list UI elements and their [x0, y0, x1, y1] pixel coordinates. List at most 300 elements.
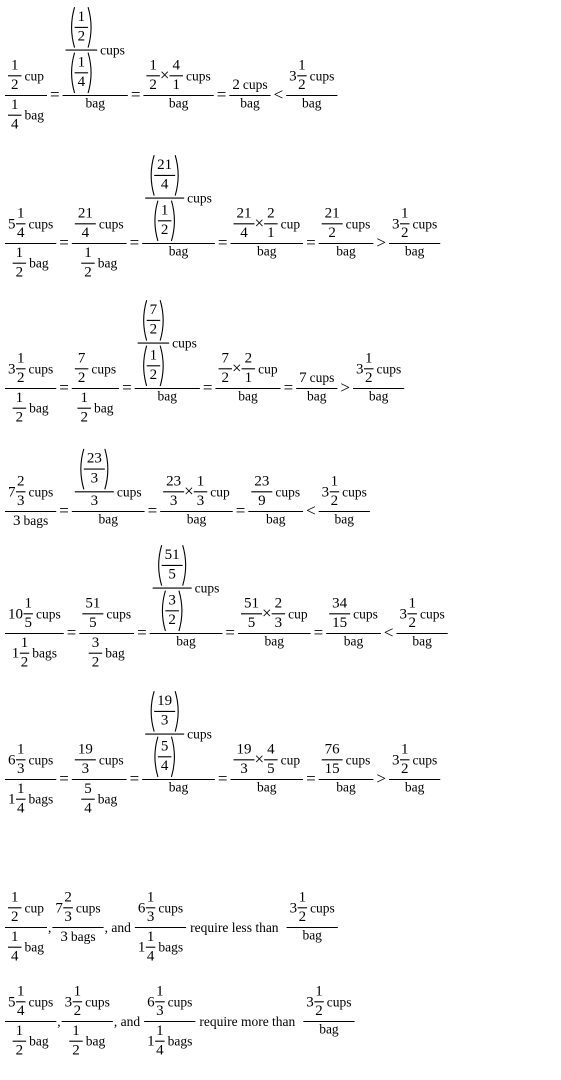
unit-cups: cups [275, 484, 301, 500]
number: 1 [298, 57, 306, 74]
number: 7 [149, 302, 158, 318]
number: 21 [324, 205, 340, 222]
paren-right [88, 53, 91, 93]
paren-right [171, 737, 174, 777]
operator-eq: = [313, 623, 324, 642]
number: 1 [408, 595, 416, 612]
unit-cups: cups [98, 216, 124, 232]
unit-cup: cup [280, 752, 301, 768]
number: 4 [84, 800, 92, 817]
unit-cups: cups [91, 361, 117, 377]
number: 3 [17, 761, 25, 778]
number: 3 [392, 216, 400, 233]
paren-left [151, 155, 154, 195]
number: 2 [244, 350, 253, 367]
number: 7 [77, 350, 86, 367]
number: 1 [149, 57, 157, 74]
number: 4 [17, 1003, 25, 1020]
number: 3 [289, 68, 297, 85]
number: 2 [160, 222, 169, 239]
operator-eq: = [216, 85, 227, 104]
unit-cup: cup [288, 606, 308, 622]
paren-left [162, 591, 165, 631]
number: 1 [15, 389, 24, 406]
number: 3 [17, 493, 25, 510]
unit-cups: cups [345, 752, 371, 768]
operator-gt: > [340, 378, 351, 397]
number: 2 [298, 77, 306, 94]
paren-right [175, 155, 178, 195]
number: 5 [160, 738, 169, 755]
number: 19 [157, 693, 173, 709]
unit-bags: bags [28, 791, 54, 807]
number: 1 [146, 889, 155, 906]
number: 1 [365, 350, 373, 367]
unit-cups: cups [342, 484, 367, 500]
unit-bag: bag [85, 1033, 106, 1049]
unit-bag: bag [168, 95, 189, 111]
unit-bag: bag [97, 255, 118, 271]
unit-cups: cups [376, 361, 402, 377]
operator-eq: = [137, 623, 147, 642]
paren-right [171, 201, 174, 241]
number: 76 [324, 741, 340, 758]
number: 2 [149, 367, 158, 384]
paren-left [144, 300, 147, 340]
require-less-than-text: require less than [190, 920, 279, 935]
unit-bags: bags [32, 645, 57, 661]
operator-eq: = [129, 769, 140, 788]
unit-cups: cups [100, 42, 125, 58]
equation-row-5 [0, 540, 561, 675]
number: 1 [146, 928, 155, 945]
number: 3 [274, 615, 283, 632]
operator-eq: = [147, 501, 158, 520]
number: 1 [172, 77, 180, 94]
unit-bag: bag [336, 243, 356, 259]
number: 23 [254, 473, 270, 490]
operator-times: × [184, 481, 194, 501]
number: 5 [24, 615, 32, 632]
number: 1 [11, 645, 20, 662]
equation-row-6 [0, 686, 561, 821]
number: 1 [156, 983, 164, 1000]
number: 3 [90, 470, 99, 487]
unit-cups: cups [242, 77, 268, 93]
number: 2 [274, 595, 283, 612]
number: 2 [315, 1003, 323, 1020]
number: 3 [81, 761, 90, 778]
unit-cups: cups [167, 994, 193, 1010]
number: 51 [85, 595, 101, 612]
operator-times: × [159, 65, 170, 85]
number: 2 [221, 370, 229, 387]
number: 1 [11, 57, 19, 74]
unit-cups: cups [28, 216, 54, 232]
paren-right [175, 691, 178, 731]
number: 9 [258, 493, 266, 510]
equation-row-1 [0, 0, 561, 130]
operator-eq: = [59, 501, 69, 520]
number: 2 [232, 77, 240, 94]
unit-cups: cups [28, 994, 54, 1010]
summary-less-than [0, 882, 561, 972]
unit-cups: cups [116, 484, 142, 500]
require-more-than-text: require more than [199, 1014, 296, 1029]
paren-left [151, 691, 154, 731]
unit-cups: cups [420, 606, 445, 622]
number: 1 [17, 741, 25, 758]
paren-left [72, 7, 75, 47]
number: 1 [137, 939, 146, 956]
paren-left [81, 449, 84, 489]
number: 15 [332, 615, 348, 632]
number: 2 [17, 473, 25, 490]
unit-bag: bag [105, 645, 125, 661]
number: 1 [15, 244, 24, 261]
unit-bag: bag [257, 779, 277, 795]
number: 5 [168, 566, 176, 583]
number: 3 [64, 994, 73, 1011]
number: 1 [84, 244, 92, 261]
number: 2 [64, 889, 72, 906]
operator-lt: < [306, 501, 316, 520]
number: 51 [244, 595, 259, 612]
unit-bag: bag [412, 633, 432, 649]
number: 1 [11, 96, 19, 113]
number: 21 [77, 205, 93, 222]
unit-cups: cups [412, 216, 438, 232]
number: 5 [267, 761, 275, 778]
unit-cups: cups [28, 752, 54, 768]
number: 2 [365, 370, 373, 387]
number: 34 [332, 595, 348, 612]
and-text: , and [113, 1014, 141, 1029]
unit-bag: bag [302, 927, 322, 943]
paren-right [179, 591, 182, 631]
paren-left [144, 346, 147, 386]
unit-bag: bag [343, 633, 364, 649]
operator-eq: = [59, 233, 69, 252]
unit-bag: bag [168, 243, 189, 259]
number: 1 [11, 889, 19, 906]
number: 5 [8, 216, 16, 233]
number: 4 [17, 800, 25, 817]
number: 3 [196, 493, 205, 510]
number: 2 [149, 321, 158, 338]
unit-cups: cups [309, 370, 335, 386]
number: 4 [11, 116, 19, 130]
number: 1 [20, 634, 29, 651]
paren-right [160, 346, 163, 386]
number: 3 [399, 606, 407, 623]
number: 3 [160, 712, 169, 729]
paren-left [155, 201, 158, 241]
number: 3 [90, 493, 99, 510]
number: 3 [240, 761, 248, 778]
number: 23 [86, 450, 102, 467]
unit-bag: bag [257, 243, 277, 259]
number: 2 [15, 264, 24, 281]
number: 19 [236, 741, 252, 758]
number: 2 [401, 761, 409, 778]
number: 1 [149, 347, 158, 364]
unit-bag: bag [157, 388, 178, 404]
number: 3 [64, 909, 72, 926]
unit-bags: bags [23, 512, 49, 528]
number: 2 [77, 28, 86, 45]
number: 21 [236, 205, 252, 222]
unit-bag: bag [240, 95, 260, 111]
number: 1 [401, 741, 409, 758]
number: 1 [17, 983, 25, 1000]
number: 1 [24, 595, 32, 612]
unit-cup: cup [210, 484, 230, 500]
number: 2 [84, 264, 92, 281]
summary-more-than [0, 976, 561, 1066]
unit-bag: bag [264, 633, 285, 649]
number: 4 [240, 225, 248, 242]
unit-cups: cups [172, 335, 197, 351]
operator-eq: = [306, 233, 316, 252]
operator-eq: = [217, 769, 228, 788]
unit-bag: bag [319, 1021, 339, 1037]
number: 5 [247, 615, 256, 632]
number: 1 [401, 205, 409, 222]
unit-bag: bag [336, 779, 356, 795]
operator-times: × [254, 749, 265, 769]
number: 1 [156, 1022, 164, 1039]
unit-cups: cups [28, 484, 54, 500]
unit-bag: bag [29, 400, 49, 416]
number: 3 [356, 361, 364, 378]
unit-cups: cups [353, 606, 378, 622]
unit-cups: cups [412, 752, 438, 768]
number: 4 [160, 758, 169, 775]
number: 1 [77, 9, 86, 25]
number: 4 [11, 948, 19, 965]
number: 2 [408, 615, 416, 632]
number: 4 [81, 225, 90, 242]
unit-bag: bag [24, 939, 44, 955]
unit-bag: bag [404, 243, 425, 259]
unit-cups: cups [186, 68, 211, 84]
unit-cups: cups [98, 752, 124, 768]
unit-bag: bag [265, 511, 286, 527]
number: 1 [267, 225, 275, 242]
operator-eq: = [225, 623, 236, 642]
number: 2 [401, 225, 409, 242]
comma: , [57, 1014, 61, 1029]
number: 3 [13, 512, 21, 529]
number: 1 [77, 54, 86, 71]
number: 1 [147, 1033, 155, 1050]
unit-bag: bag [85, 95, 105, 111]
operator-times: × [232, 358, 242, 378]
operator-eq: = [130, 85, 141, 104]
equation-row-2 [0, 148, 561, 283]
unit-bags: bags [167, 1033, 193, 1049]
paren-left [159, 545, 162, 585]
operator-eq: = [306, 769, 316, 788]
number: 6 [137, 900, 146, 917]
operator-gt: > [376, 769, 387, 788]
unit-bag: bag [368, 388, 389, 404]
unit-cups: cups [194, 580, 220, 596]
number: 1 [244, 370, 253, 387]
paren-right [160, 300, 163, 340]
equation-row-4 [0, 440, 561, 538]
number: 4 [156, 1042, 164, 1059]
number: 21 [157, 157, 173, 173]
unit-bag: bag [24, 107, 44, 123]
number: 2 [77, 370, 86, 387]
number: 4 [17, 225, 25, 242]
operator-eq: = [235, 501, 246, 520]
number: 3 [60, 928, 68, 945]
number: 2 [11, 909, 19, 926]
paren-right [183, 545, 186, 585]
unit-cup: cup [258, 361, 278, 377]
number: 2 [15, 409, 24, 426]
number: 5 [8, 994, 16, 1011]
unit-cup: cup [24, 68, 44, 84]
unit-cups: cups [309, 68, 335, 84]
unit-cups: cups [345, 216, 371, 232]
number: 2 [73, 1003, 82, 1020]
number: 1 [196, 473, 205, 490]
number: 2 [267, 205, 275, 222]
number: 3 [156, 1003, 164, 1020]
number: 2 [298, 909, 307, 926]
operator-gt: > [376, 233, 387, 252]
unit-cup: cup [280, 216, 301, 232]
number: 3 [392, 752, 400, 769]
unit-cups: cups [75, 900, 101, 916]
unit-cups: cups [158, 900, 184, 916]
number: 2 [91, 654, 100, 671]
number: 4 [77, 74, 86, 91]
number: 2 [330, 493, 339, 510]
unit-bag: bag [97, 791, 118, 807]
number: 4 [172, 57, 180, 74]
unit-bags: bags [70, 928, 96, 944]
number: 6 [147, 994, 155, 1011]
unit-cups: cups [187, 190, 212, 206]
operator-eq: = [122, 378, 132, 397]
number: 3 [91, 634, 100, 651]
number: 1 [160, 202, 169, 219]
number: 51 [164, 547, 180, 563]
number: 1 [80, 389, 88, 406]
unit-bag: bag [29, 255, 49, 271]
number: 3 [8, 361, 16, 378]
and-text: , and [104, 920, 131, 935]
unit-bags: bags [158, 939, 184, 955]
comma: , [47, 920, 52, 935]
number: 2 [20, 654, 29, 671]
unit-bag: bag [404, 779, 425, 795]
number: 2 [168, 612, 176, 629]
unit-cups: cups [85, 994, 110, 1010]
unit-bag: bag [307, 388, 327, 404]
number: 3 [169, 493, 178, 510]
operator-eq: = [66, 623, 77, 642]
operator-eq: = [217, 233, 228, 252]
unit-bag: bag [186, 511, 207, 527]
number: 1 [8, 791, 16, 808]
number: 3 [168, 592, 176, 609]
number: 1 [298, 889, 307, 906]
number: 3 [146, 909, 155, 926]
number: 10 [8, 606, 23, 623]
operator-eq: = [129, 233, 140, 252]
operator-times: × [262, 603, 272, 623]
number: 1 [17, 205, 25, 222]
number: 3 [306, 994, 314, 1011]
unit-bag: bag [238, 388, 258, 404]
number: 19 [77, 741, 93, 758]
number: 2 [15, 1042, 24, 1059]
equation-row-3 [0, 294, 561, 428]
operator-eq: = [49, 85, 60, 104]
unit-bag: bag [93, 400, 114, 416]
number: 1 [17, 780, 25, 797]
number: 4 [160, 176, 169, 193]
number: 6 [8, 752, 16, 769]
number: 3 [289, 900, 298, 917]
number: 2 [328, 225, 336, 242]
number: 5 [89, 615, 97, 632]
unit-bag: bag [29, 1033, 49, 1049]
number: 5 [84, 780, 92, 797]
paren-right [88, 7, 91, 47]
operator-eq: = [283, 378, 294, 397]
unit-cups: cups [187, 726, 212, 742]
operator-lt: < [383, 623, 394, 642]
paren-left [72, 53, 75, 93]
operator-eq: = [59, 769, 69, 788]
unit-bag: bag [176, 633, 196, 649]
unit-cup: cup [24, 900, 44, 916]
number: 2 [11, 77, 19, 94]
number: 1 [72, 1022, 80, 1039]
unit-cups: cups [326, 994, 352, 1010]
number: 4 [146, 948, 155, 965]
number: 7 [8, 484, 16, 501]
number: 15 [324, 761, 340, 778]
operator-lt: < [273, 85, 284, 104]
unit-cups: cups [36, 606, 61, 622]
unit-bag: bag [168, 779, 189, 795]
number: 7 [55, 900, 63, 917]
number: 23 [166, 473, 182, 490]
operator-times: × [254, 213, 265, 233]
number: 3 [321, 484, 330, 501]
number: 1 [11, 928, 19, 945]
unit-bag: bag [98, 511, 118, 527]
paren-left [155, 737, 158, 777]
number: 7 [299, 370, 307, 387]
unit-cups: cups [310, 900, 335, 916]
operator-eq: = [59, 378, 69, 397]
number: 2 [17, 370, 25, 387]
number: 4 [267, 741, 275, 758]
paren-right [105, 449, 108, 489]
number: 1 [330, 473, 339, 490]
unit-bag: bag [334, 511, 355, 527]
unit-cups: cups [28, 361, 54, 377]
